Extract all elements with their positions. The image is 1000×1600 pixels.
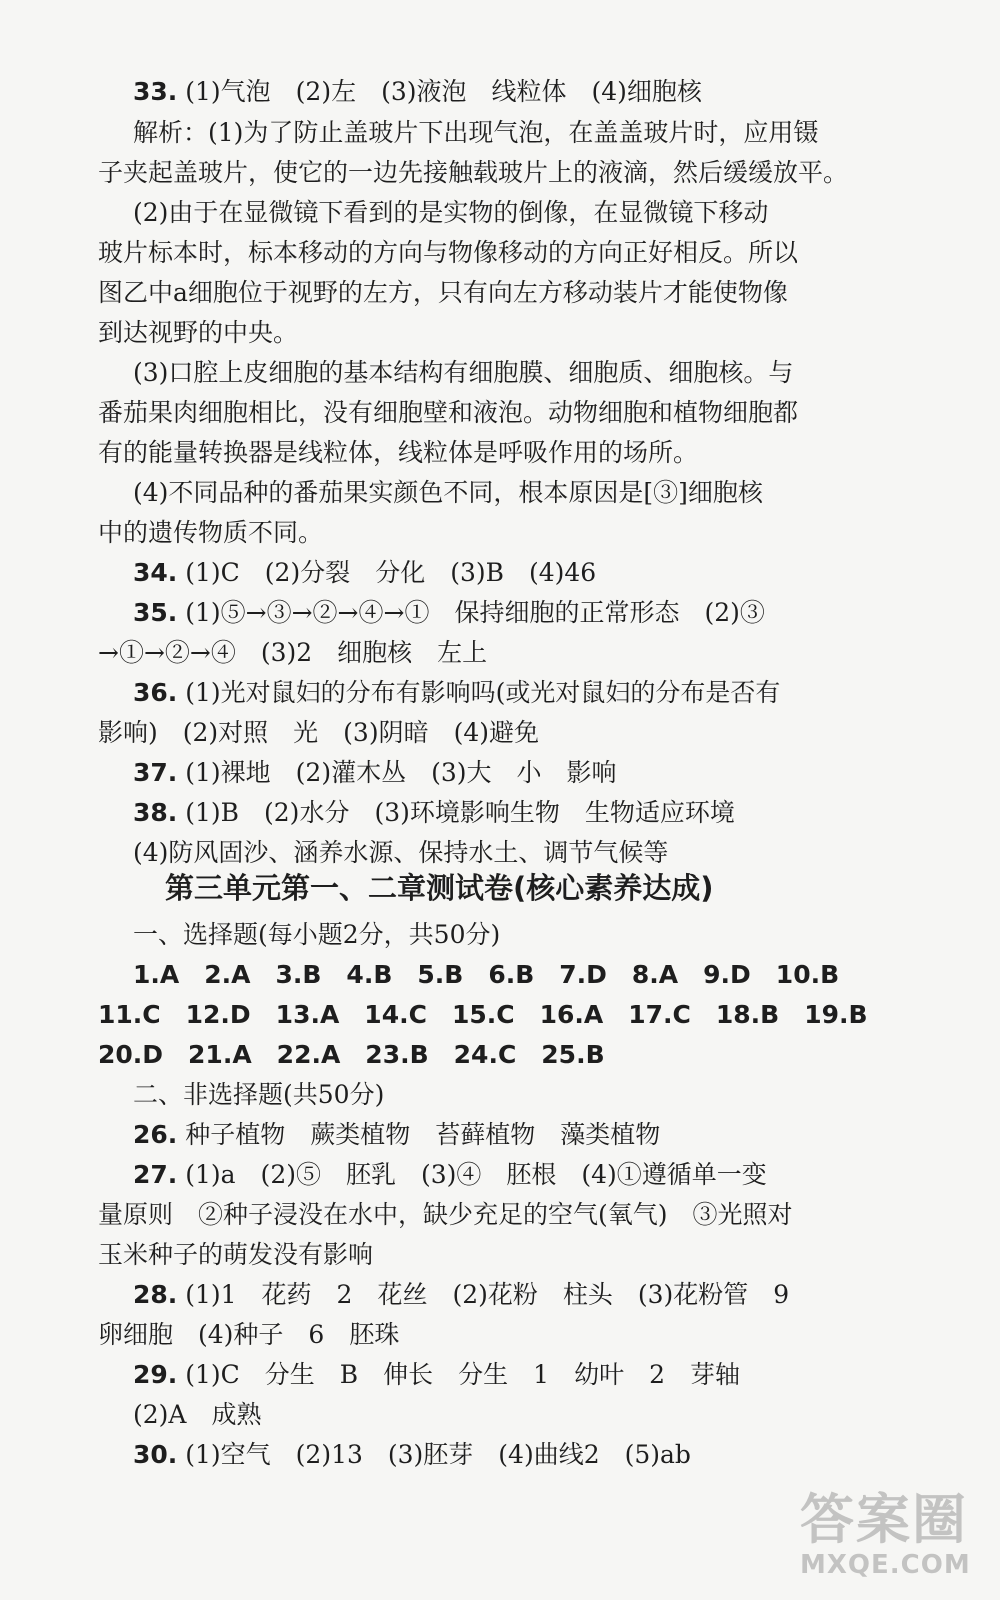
answer-34: 34. (1)C (2)分裂 分化 (3)B (4)46 xyxy=(133,558,597,587)
explanation-line: 番茄果肉细胞相比，没有细胞壁和液泡。动物细胞和植物细胞都 xyxy=(98,398,799,427)
part-one-title: 一、选择题(每小题2分，共50分) xyxy=(133,920,501,949)
choice-answers-row: 1.A 2.A 3.B 4.B 5.B 6.B 7.D 8.A 9.D 10.B xyxy=(133,960,840,989)
part-two-title: 二、非选择题(共50分) xyxy=(133,1080,385,1109)
explanation-line: 中的遗传物质不同。 xyxy=(98,518,324,547)
explanation-line: (3)口腔上皮细胞的基本结构有细胞膜、细胞质、细胞核。与 xyxy=(133,358,794,387)
answer-29: 29. (1)C 分生 B 伸长 分生 1 幼叶 2 芽轴 xyxy=(133,1360,740,1389)
explanation-line: (4)不同品种的番茄果实颜色不同，根本原因是[③]细胞核 xyxy=(133,478,763,507)
explanation-line: (2)由于在显微镜下看到的是实物的倒像，在显微镜下移动 xyxy=(133,198,769,227)
answer-33: 33. (1)气泡 (2)左 (3)液泡 线粒体 (4)细胞核 xyxy=(133,77,702,106)
answer-28: 28. (1)1 花药 2 花丝 (2)花粉 柱头 (3)花粉管 9 xyxy=(133,1280,790,1309)
choice-answers-row: 11.C 12.D 13.A 14.C 15.C 16.A 17.C 18.B 19.B xyxy=(98,1000,868,1029)
answer-38-cont: (4)防风固沙、涵养水源、保持水土、调节气候等 xyxy=(133,838,669,867)
answer-36: 36. (1)光对鼠妇的分布有影响吗(或光对鼠妇的分布是否有 xyxy=(133,678,781,707)
watermark-url: MXQE.COM xyxy=(800,1550,971,1580)
answer-35-cont: →①→②→④ (3)2 细胞核 左上 xyxy=(98,638,488,667)
answer-37: 37. (1)裸地 (2)灌木丛 (3)大 小 影响 xyxy=(133,758,617,787)
answer-30: 30. (1)空气 (2)13 (3)胚芽 (4)曲线2 (5)ab xyxy=(133,1440,691,1469)
watermark-logo: 答案圈 xyxy=(800,1488,968,1551)
explanation-line: 到达视野的中央。 xyxy=(98,318,299,347)
explanation-line: 图乙中a细胞位于视野的左方，只有向左方移动装片才能使物像 xyxy=(98,278,788,307)
explanation-line: 玻片标本时，标本移动的方向与物像移动的方向正好相反。所以 xyxy=(98,238,799,267)
section-heading: 第三单元第一、二章测试卷(核心素养达成) xyxy=(165,871,714,905)
explanation-line: 有的能量转换器是线粒体，线粒体是呼吸作用的场所。 xyxy=(98,438,699,467)
answer-28-cont: 卵细胞 (4)种子 6 胚珠 xyxy=(98,1320,400,1349)
explanation-line: 解析：(1)为了防止盖玻片下出现气泡，在盖盖玻片时，应用镊 xyxy=(133,118,819,147)
choice-answers-row: 20.D 21.A 22.A 23.B 24.C 25.B xyxy=(98,1040,605,1069)
answer-27: 27. (1)a (2)⑤ 胚乳 (3)④ 胚根 (4)①遵循单一变 xyxy=(133,1160,767,1189)
answer-35: 35. (1)⑤→③→②→④→① 保持细胞的正常形态 (2)③ xyxy=(133,598,765,627)
answer-29-cont: (2)A 成熟 xyxy=(133,1400,262,1429)
watermark xyxy=(800,1490,990,1590)
answer-26: 26. 种子植物 蕨类植物 苔藓植物 藻类植物 xyxy=(133,1120,661,1149)
answer-36-cont: 影响) (2)对照 光 (3)阴暗 (4)避免 xyxy=(98,718,539,747)
answer-27-cont: 量原则 ②种子浸没在水中，缺少充足的空气(氧气) ③光照对 xyxy=(98,1200,793,1229)
explanation-line: 子夹起盖玻片，使它的一边先接触载玻片上的液滴，然后缓缓放平。 xyxy=(98,158,849,187)
answer-38: 38. (1)B (2)水分 (3)环境影响生物 生物适应环境 xyxy=(133,798,735,827)
answer-27-cont: 玉米种子的萌发没有影响 xyxy=(98,1240,374,1269)
